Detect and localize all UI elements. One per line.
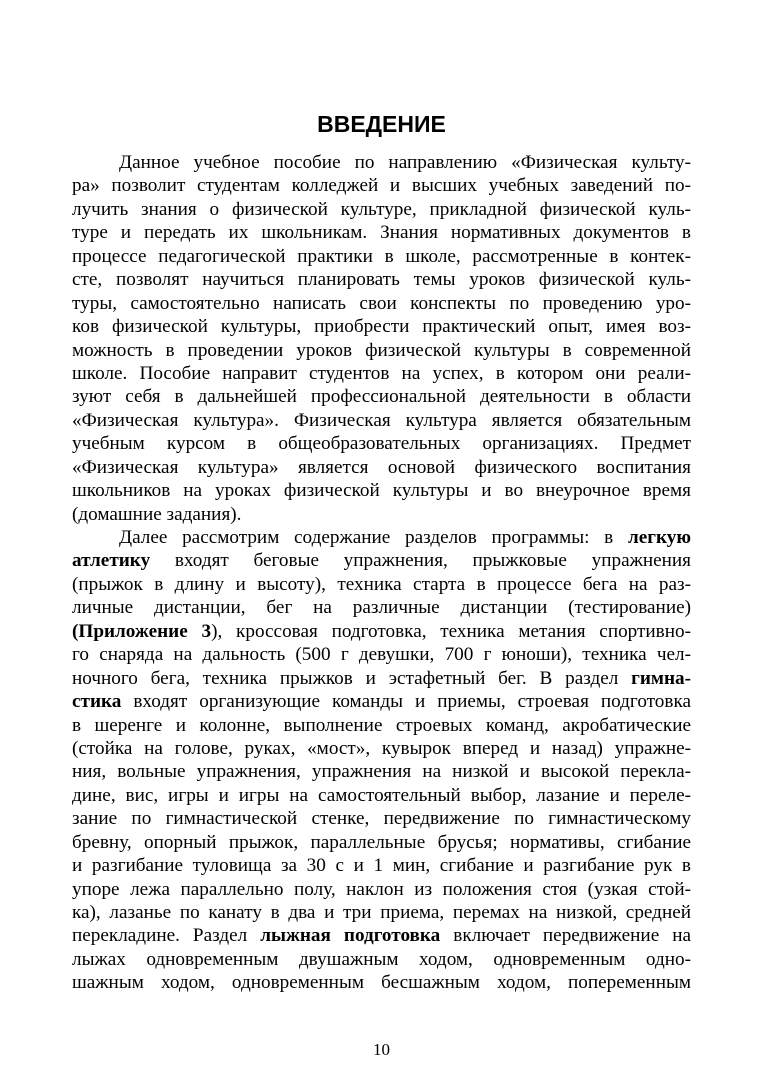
paragraph-1-line: лучить знания о физической культуре, прикладной физической куль-: [72, 198, 691, 220]
bold-term: гимна-: [631, 667, 691, 689]
paragraph-1-line: ра» позволит студентам колледжей и высших учебных заведений по-: [72, 175, 691, 197]
text-run: включает передвижение на: [440, 925, 691, 947]
paragraph-2-line: в шеренге и колонне, выполнение строевых команд, акробатические: [72, 714, 691, 736]
paragraph-2-line: [72, 526, 691, 549]
paragraph-2-line: [72, 620, 691, 643]
bold-term: стика: [72, 691, 122, 713]
paragraph-1-line: «Физическая культура» является основой физического воспитания: [72, 456, 691, 478]
bold-term: (: [72, 620, 79, 642]
paragraph-2-line: го снаряда на дальность (500 г девушки, 700 г юноши), техника чел-: [72, 644, 691, 666]
paragraph-1-line: учебным курсом в общеобразовательных организациях. Предмет: [72, 433, 691, 455]
paragraph-1-line: процессе педагогической практики в школе, рассмотренные в контек-: [72, 245, 691, 267]
paragraph-1-line: школьников на уроках физической культуры и во внеурочное время: [72, 480, 691, 502]
paragraph-2-line: личные дистанции, бег на различные дистанции (тестирование): [72, 597, 691, 619]
paragraph-2-line: и разгибание туловища за 30 с и 1 мин, сгибание и разгибание рук в: [72, 855, 691, 877]
paragraph-1-line: «Физическая культура». Физическая культура является обязательным: [72, 409, 691, 431]
paragraph-2-line: дине, вис, игры и игры на самостоятельный выбор, лазание и переле-: [72, 784, 691, 806]
bold-term: лыжная подготовка: [260, 925, 441, 947]
paragraph-2-line: [72, 924, 691, 947]
paragraph-1-line: ков физической культуры, приобрести практический опыт, имея воз-: [72, 316, 691, 338]
paragraph-1-line: сте, позволят научиться планировать темы уроков физической куль-: [72, 269, 691, 291]
paragraph-2-line: (стойка на голове, руках, «мост», кувырок вперед и назад) упражне-: [72, 737, 691, 759]
body-text: [72, 151, 691, 995]
paragraph-2-line: (прыжок в длину и высоту), техника старта в процессе бега на раз-: [72, 573, 691, 595]
paragraph-1-line: зуют себя в дальнейшей профессиональной деятельности в области: [72, 386, 691, 408]
paragraph-2-line: лыжах одновременным двушажным ходом, одновременным одно-: [72, 948, 691, 970]
paragraph-2-line: шажным ходом, одновременным бесшажным ходом, попеременным: [72, 972, 691, 994]
paragraph-1-line: школе. Пособие направит студентов на успех, в котором они реали-: [72, 362, 691, 384]
page-title: ВВЕДЕНИЕ: [317, 111, 446, 137]
text-run: перекладине. Раздел: [72, 925, 261, 947]
paragraph-1-line: (домашние задания).: [72, 503, 242, 525]
paragraph-2-line: бревну, опорный прыжок, параллельные брусья; нормативы, сгибание: [72, 831, 691, 853]
paragraph-2-line: ка), лазанье по канату в два и три приема, перемах на низкой, средней: [72, 902, 691, 923]
paragraph-1-line: туры, самостоятельно написать свои конспекты по проведению уро-: [72, 292, 691, 314]
page-number: 10: [373, 1040, 390, 1059]
paragraph-2-line: [72, 667, 691, 690]
paragraph-2-line: [72, 690, 691, 713]
text-run: входят организующие команды и приемы, строевая подготовка: [121, 691, 691, 713]
paragraph-1-line: можность в проведении уроков физической культуры в современной: [72, 339, 691, 361]
text-run: входят беговые упражнения, прыжковые упражнения: [150, 550, 691, 572]
paragraph-2-line: зание по гимнастической стенке, передвижение по гимнастическому: [72, 808, 691, 830]
appendix-reference: Приложение 3: [78, 620, 212, 642]
bold-term: легкую: [627, 527, 691, 548]
paragraph-2-line: упоре лежа параллельно полу, наклон из положения стоя (узкая стой-: [72, 878, 691, 900]
paragraph-1-line: туре и передать их школьникам. Знания нормативных документов в: [72, 222, 691, 244]
text-run: Далее рассмотрим содержание разделов программы: в: [119, 527, 628, 548]
text-run: ), кроссовая подготовка, техника метания спортивно-: [211, 620, 691, 642]
bold-term: атлетику: [72, 550, 151, 572]
paragraph-2-line: ния, вольные упражнения, упражнения на низкой и высокой перекла-: [72, 761, 691, 783]
text-run: ночного бега, техника прыжков и эстафетный бег. В раздел: [72, 667, 632, 689]
paragraph-2-line: [72, 549, 691, 572]
paragraph-1-line: Данное учебное пособие по направлению «Физическая культу-: [119, 152, 691, 173]
